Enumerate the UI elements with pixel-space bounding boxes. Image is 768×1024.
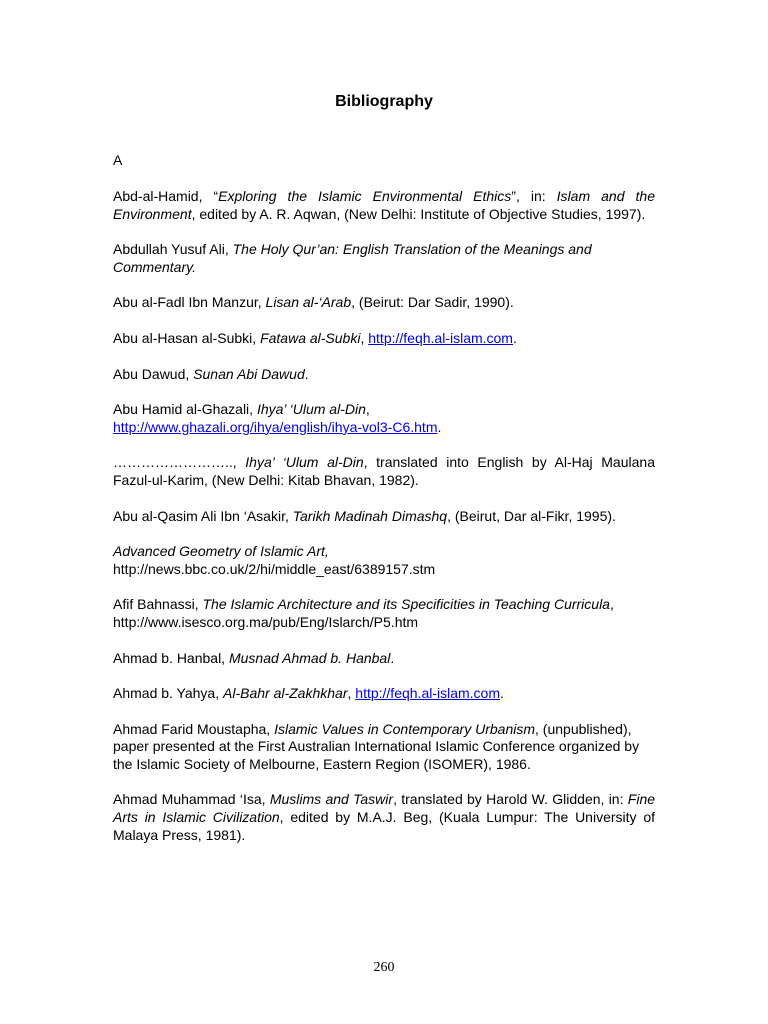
entry-url: http://www.isesco.org.ma/pub/Eng/Islarch/P5.htm	[113, 613, 419, 630]
bibliography-entry	[113, 401, 655, 436]
entry-link[interactable]: http://feqh.al-islam.com	[355, 685, 501, 702]
bibliography-entry	[113, 366, 655, 384]
bibliography-entry	[113, 330, 655, 348]
page-number: 260	[373, 960, 395, 975]
entry-title: Lisan al-‘Arab	[265, 294, 352, 311]
entry-author: Afif Bahnassi,	[113, 596, 203, 613]
entry-publication: , edited by A. R. Aqwan, (New Delhi: Institute of Objective Studies, 1997).	[191, 205, 646, 222]
entry-author: Abu al-Fadl Ibn Manzur,	[113, 294, 266, 311]
entry-author: Abdullah Yusuf Ali,	[113, 241, 233, 258]
entry-author: Abu al-Qasim Ali Ibn ‘Asakir,	[113, 507, 293, 524]
entry-author: Ahmad b. Yahya,	[113, 685, 223, 702]
entry-title: Al-Bahr al-Zakhkhar	[223, 685, 348, 702]
entry-title: Sunan Abi Dawud	[193, 365, 305, 382]
entry-title: Musnad Ahmad b. Hanbal	[228, 649, 391, 666]
bibliography-list	[113, 188, 655, 862]
entry-text: ”, in:	[511, 188, 557, 204]
entry-author: Abu al-Hasan al-Subki,	[113, 329, 261, 346]
entry-title: Exploring the Islamic Environmental Ethics	[218, 188, 512, 204]
entry-end: .	[390, 649, 395, 666]
bibliography-entry	[113, 241, 655, 276]
entry-author: Abu Dawud,	[113, 365, 194, 382]
bibliography-entry	[113, 508, 655, 526]
entry-end: .	[304, 365, 309, 382]
page-title: Bibliography	[335, 93, 433, 110]
entry-link[interactable]: http://feqh.al-islam.com	[368, 329, 513, 346]
entry-publication: , (Beirut: Dar Sadir, 1990).	[351, 294, 514, 311]
entry-publication: , (Beirut, Dar al-Fikr, 1995).	[447, 507, 616, 524]
entry-author: Ahmad b. Hanbal,	[113, 649, 229, 666]
entry-book-title: Fine Arts in Islamic Civilization	[113, 791, 656, 826]
entry-title: The Islamic Architecture and its Specificities in Teaching Curricula	[202, 596, 610, 613]
entry-author: Abd-al-Hamid, “	[113, 188, 219, 204]
entry-url: http://news.bbc.co.uk/2/hi/middle_east/6389157.stm	[113, 560, 436, 577]
entry-end: .	[500, 685, 504, 702]
entry-end: .	[512, 329, 517, 346]
entry-author: ……………………..,	[113, 454, 246, 471]
bibliography-entry	[113, 294, 655, 312]
entry-title: The Holy Qur’an: English Translation of the Meanings and Commentary.	[113, 241, 592, 275]
bibliography-entry	[113, 543, 655, 578]
entry-author: Abu Hamid al-Ghazali,	[113, 401, 257, 418]
entry-title: Muslims and Taswir	[269, 791, 394, 808]
bibliography-entry	[113, 791, 655, 844]
section-letter: A	[113, 152, 123, 168]
entry-title: Fatawa al-Subki	[260, 329, 361, 346]
entry-link[interactable]: http://www.ghazali.org/ihya/english/ihya-vol3-C6.htm	[113, 418, 438, 435]
bibliography-entry	[113, 650, 655, 668]
entry-separator: ,	[365, 401, 370, 418]
entry-title: Ihya’ ‘Ulum al-Din	[256, 401, 366, 418]
entry-author: Ahmad Farid Moustapha,	[113, 720, 275, 737]
entry-text: , translated by Harold W. Glidden, in:	[393, 791, 628, 808]
entry-publication: , edited by M.A.J. Beg, (Kuala Lumpur: The University of Malaya Press, 1981).	[113, 809, 655, 843]
bibliography-entry	[113, 685, 655, 703]
bibliography-entry	[113, 188, 655, 223]
entry-publication: , translated into English by Al-Haj Maulana Fazul-ul-Karim, (New Delhi: Kitab Bhavan, 1982).	[113, 454, 655, 488]
entry-title: Islamic Values in Contemporary Urbanism	[274, 720, 536, 737]
entry-book-title: Islam and the Environment	[113, 188, 655, 222]
entry-publication: , (unpublished), paper presented at the First Australian International Islamic Conference organized by the Islamic Society of Melbourne, Eastern Region (ISOMER), 1986.	[113, 720, 640, 772]
entry-end: .	[437, 418, 442, 435]
entry-title: Tarikh Madinah Dimashq	[292, 507, 448, 524]
bibliography-entry	[113, 721, 655, 774]
entry-author: Ahmad Muhammad ‘Isa,	[113, 791, 270, 808]
bibliography-entry	[113, 596, 655, 631]
entry-title: Advanced Geometry of Islamic Art,	[113, 543, 329, 560]
entry-separator: ,	[347, 685, 356, 702]
bibliography-entry	[113, 454, 655, 489]
entry-title: Ihya’ ‘Ulum al-Din	[245, 454, 364, 471]
entry-separator: ,	[360, 329, 369, 346]
entry-separator: ,	[609, 596, 614, 613]
